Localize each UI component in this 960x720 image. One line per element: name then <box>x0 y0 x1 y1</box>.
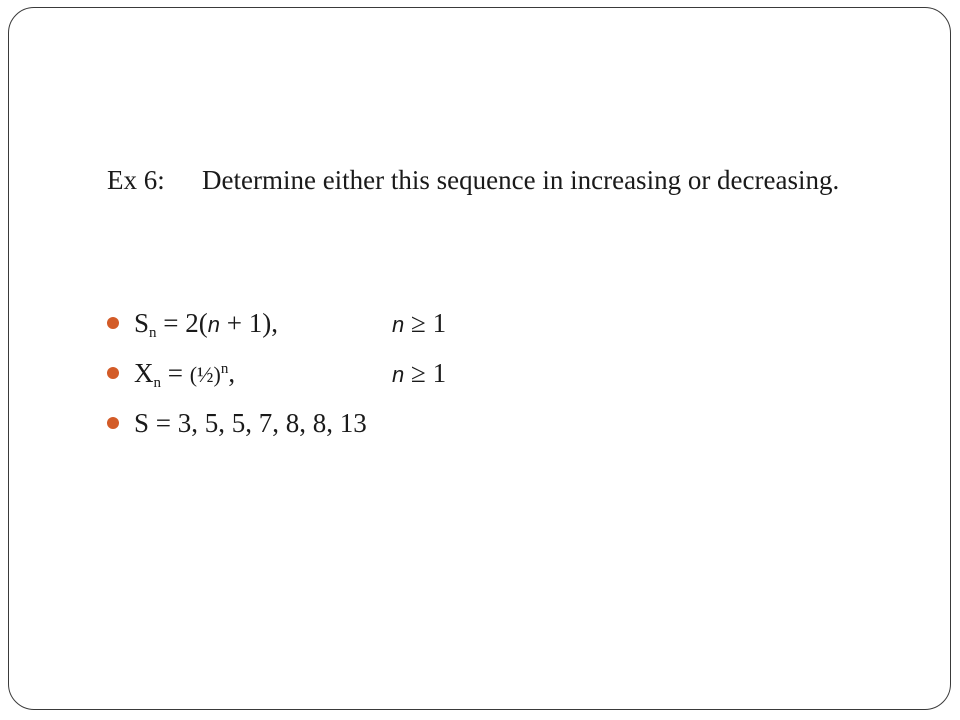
subscript: n <box>153 375 161 391</box>
example-label: Ex 6: <box>107 165 165 195</box>
italic-n: n <box>207 312 220 337</box>
sequence-variable: X <box>134 358 154 388</box>
condition-rest: ≥ 1 <box>404 308 447 338</box>
condition <box>392 298 446 350</box>
bullet-icon <box>107 317 119 329</box>
sequence-definition-x <box>134 348 235 400</box>
list-item <box>107 348 807 398</box>
bullet-icon <box>107 417 119 429</box>
equation-part: = <box>161 358 190 388</box>
condition-variable: n <box>392 312 405 337</box>
condition-rest: ≥ 1 <box>404 358 447 388</box>
condition-variable: n <box>392 362 405 387</box>
list-item <box>107 398 807 448</box>
subscript: n <box>149 325 157 341</box>
sequence-definition-s <box>134 298 278 350</box>
example-text: Determine either this sequence in increasing or decreasing. <box>202 165 840 195</box>
condition <box>392 348 446 400</box>
equation-rest: , <box>228 358 236 388</box>
bullet-icon <box>107 367 119 379</box>
bullet-list <box>107 298 807 448</box>
list-item <box>107 298 807 348</box>
problem-statement <box>107 160 867 200</box>
superscript: n <box>220 361 229 377</box>
equation-rest: + 1), <box>220 308 278 338</box>
sequence-list: S = 3, 5, 5, 7, 8, 8, 13 <box>134 408 367 438</box>
equation-part: = 2( <box>156 308 208 338</box>
base: (½) <box>189 362 221 387</box>
sequence-variable: S <box>134 308 150 338</box>
